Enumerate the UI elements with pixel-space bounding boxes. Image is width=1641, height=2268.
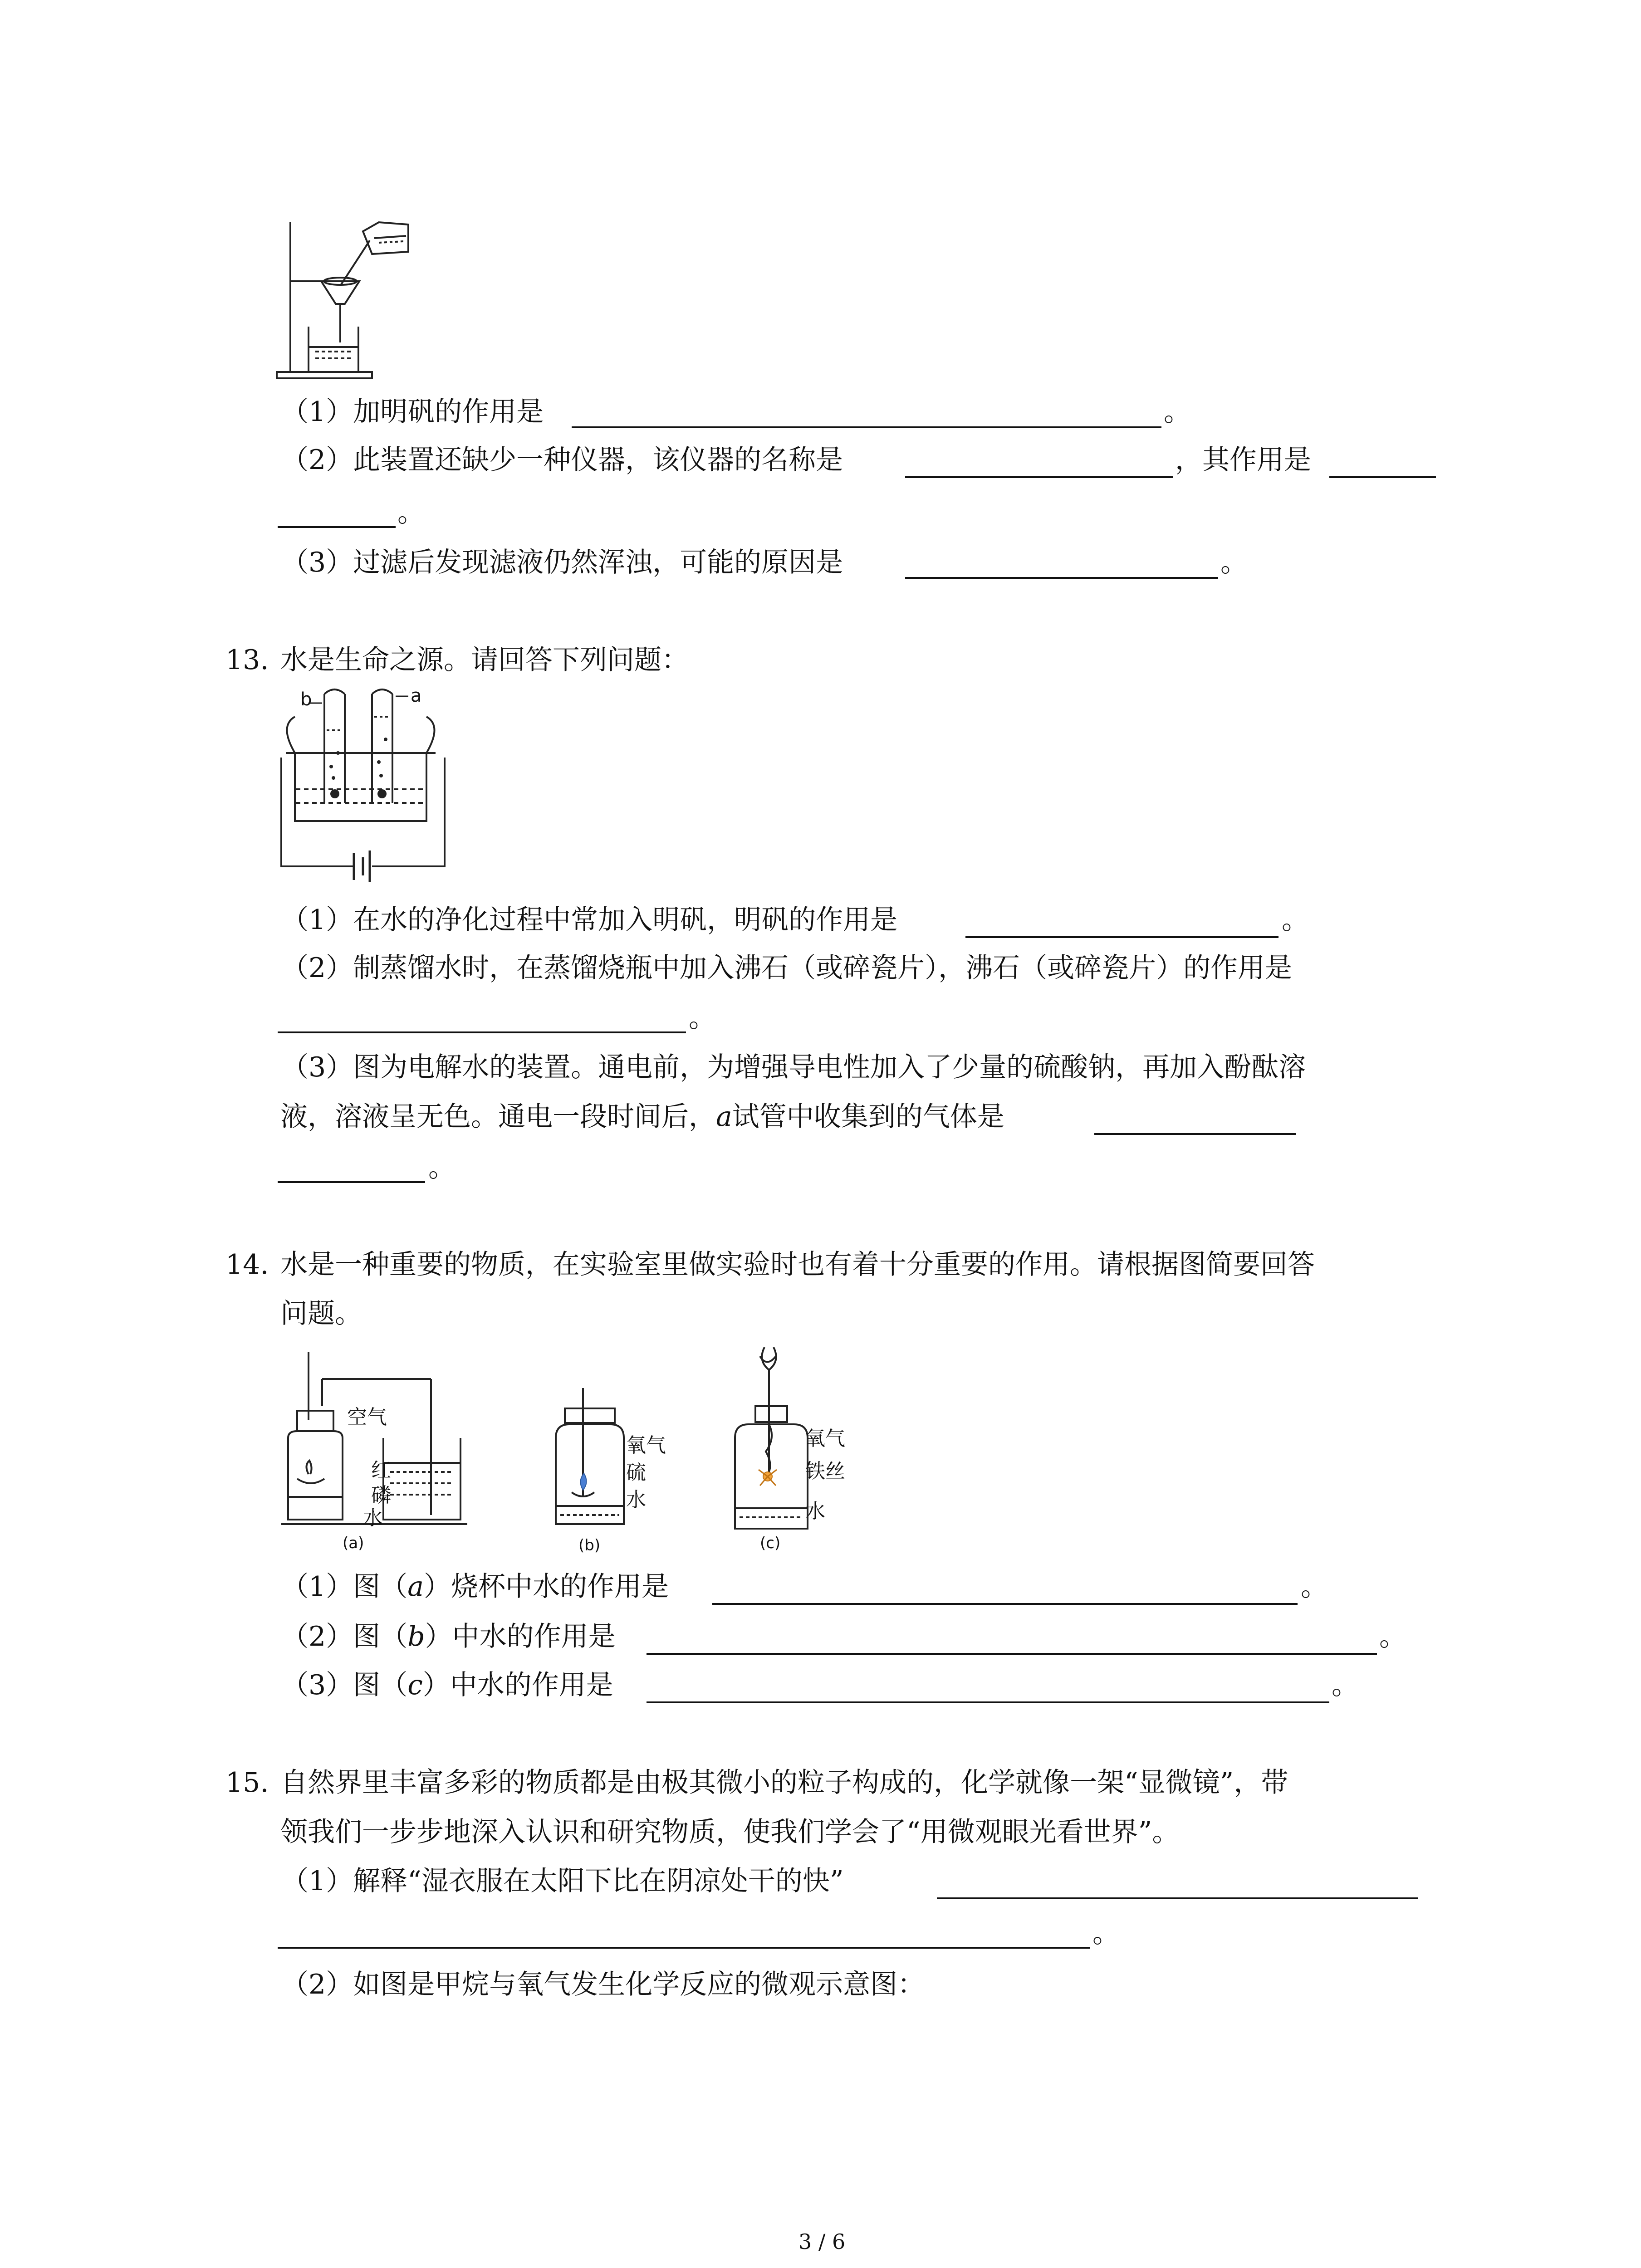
q12-sub2-mid: ，其作用是 <box>1175 444 1311 476</box>
q13-sub3-answer-blank[interactable] <box>1094 1133 1296 1135</box>
q14-sub2-answer-blank[interactable] <box>647 1653 1377 1655</box>
q15-sub1-end: 。 <box>1092 1917 1120 1949</box>
figure-b-sulfur-oxygen <box>551 1383 633 1533</box>
q15-stem-line2: 领我们一步步地深入认识和研究物质，使我们学会了“用微观眼光看世界”。 <box>280 1816 1180 1848</box>
q13-sub3-line1: （3）图为电解水的装置。通电前，为增强导电性加入了少量的硫酸钠，再加入酚酞溶 <box>281 1051 1306 1083</box>
figure-c-iron-label: 铁丝 <box>805 1460 845 1483</box>
figure-b-caption: (b) <box>578 1536 601 1554</box>
q14-number: 14. <box>225 1249 269 1281</box>
figure-a-caption: (a) <box>343 1534 364 1552</box>
q12-sub1-answer-blank[interactable] <box>572 426 1161 428</box>
q14-stem-line2: 问题。 <box>280 1298 362 1330</box>
q13-sub2-end: 。 <box>689 1002 716 1034</box>
q15-sub1-answer-blank[interactable] <box>937 1897 1418 1899</box>
q14-sub3-label <box>281 1669 613 1701</box>
q12-sub2-purpose-blank[interactable] <box>1329 476 1436 478</box>
q14-sub1-label <box>281 1571 669 1603</box>
electrolysis-apparatus-figure <box>277 685 458 898</box>
q13-sub3-end: 。 <box>428 1152 456 1183</box>
figure-a-air-label: 空气 <box>347 1406 387 1429</box>
q13-sub3-line2-b: 试管中收集到的气体是 <box>732 1101 1004 1133</box>
q13-sub3-line2 <box>280 1101 1004 1133</box>
q13-sub2-answer-blank[interactable] <box>278 1031 686 1033</box>
q14-stem-line1: 水是一种重要的物质，在实验室里做实验时也有着十分重要的作用。请根据图简要回答 <box>280 1249 1315 1281</box>
q13-number: 13. <box>225 644 269 676</box>
q14-sub3-end: 。 <box>1332 1669 1359 1701</box>
q14-sub2-suffix: ）中水的作用是 <box>425 1621 616 1652</box>
q15-sub2-text: （2）如图是甲烷与氧气发生化学反应的微观示意图： <box>281 1969 925 2000</box>
q14-sub1-suffix: ）烧杯中水的作用是 <box>423 1571 669 1603</box>
q15-sub1-label: （1）解释“湿衣服在太阳下比在阴凉处干的快” <box>281 1865 844 1897</box>
q12-sub2-label: （2）此装置还缺少一种仪器，该仪器的名称是 <box>281 444 843 476</box>
filtration-apparatus-figure <box>272 213 426 386</box>
q13-sub3-answer-blank-cont[interactable] <box>278 1181 425 1183</box>
figure-a-red-label: 红 <box>371 1459 391 1482</box>
q12-sub2-purpose-blank-cont[interactable] <box>278 526 396 528</box>
q14-sub1-var: a <box>407 1571 424 1603</box>
figure-b-oxygen-label: 氧气 <box>626 1434 666 1457</box>
page-number: 3 / 6 <box>798 2229 846 2254</box>
figure-c-oxygen-label: 氧气 <box>805 1427 845 1450</box>
q13-sub1-label: （1）在水的净化过程中常加入明矾，明矾的作用是 <box>281 904 898 936</box>
q14-sub1-end: 。 <box>1301 1571 1328 1603</box>
figure-b-sulfur-label: 硫 <box>626 1461 646 1484</box>
q12-sub1-end: 。 <box>1164 396 1191 428</box>
q14-sub3-prefix: （3）图（ <box>281 1669 408 1701</box>
q12-sub3-label: （3）过滤后发现滤液仍然浑浊，可能的原因是 <box>281 547 843 578</box>
q14-sub2-end: 。 <box>1379 1621 1406 1652</box>
q12-sub2-end: 。 <box>397 497 425 528</box>
q14-sub1-answer-blank[interactable] <box>712 1603 1298 1605</box>
electrolysis-label-a: a <box>411 685 422 706</box>
q15-stem-line1: 自然界里丰富多彩的物质都是由极其微小的粒子构成的，化学就像一架“显微镜”，带 <box>280 1767 1288 1799</box>
q14-sub2-var: b <box>407 1621 425 1652</box>
q14-sub1-prefix: （1）图（ <box>281 1571 408 1603</box>
q14-sub3-suffix: ）中水的作用是 <box>422 1669 613 1701</box>
q12-sub3-answer-blank[interactable] <box>905 577 1218 579</box>
q13-sub3-var-a: a <box>716 1101 732 1133</box>
figure-c-caption: (c) <box>760 1534 781 1552</box>
figure-a-water-label: 水 <box>363 1506 383 1530</box>
q13-sub1-end: 。 <box>1282 904 1309 936</box>
q14-sub3-answer-blank[interactable] <box>647 1701 1329 1703</box>
q15-sub1-answer-blank-cont[interactable] <box>278 1947 1090 1949</box>
figure-c-water-label: 水 <box>805 1500 825 1523</box>
q14-sub2-label <box>281 1623 616 1650</box>
electrolysis-label-b: b <box>300 689 312 710</box>
q12-sub2-name-blank[interactable] <box>905 476 1173 478</box>
q12-sub1-label: （1）加明矾的作用是 <box>281 396 544 428</box>
q14-sub3-var: c <box>407 1669 423 1701</box>
q13-stem: 水是生命之源。请回答下列问题： <box>280 644 689 676</box>
q13-sub1-answer-blank[interactable] <box>965 936 1279 938</box>
figure-b-water-label: 水 <box>626 1488 646 1511</box>
figure-a-phosphorus-label: 磷 <box>371 1484 391 1507</box>
q15-number: 15. <box>225 1767 269 1799</box>
q14-sub2-prefix: （2）图（ <box>281 1621 408 1652</box>
q13-sub3-line2-a: 液，溶液呈无色。通电一段时间后， <box>280 1101 716 1133</box>
q12-sub3-end: 。 <box>1220 547 1248 578</box>
q13-sub2-line1: （2）制蒸馏水时，在蒸馏烧瓶中加入沸石（或碎瓷片），沸石（或碎瓷片）的作用是 <box>281 952 1293 984</box>
